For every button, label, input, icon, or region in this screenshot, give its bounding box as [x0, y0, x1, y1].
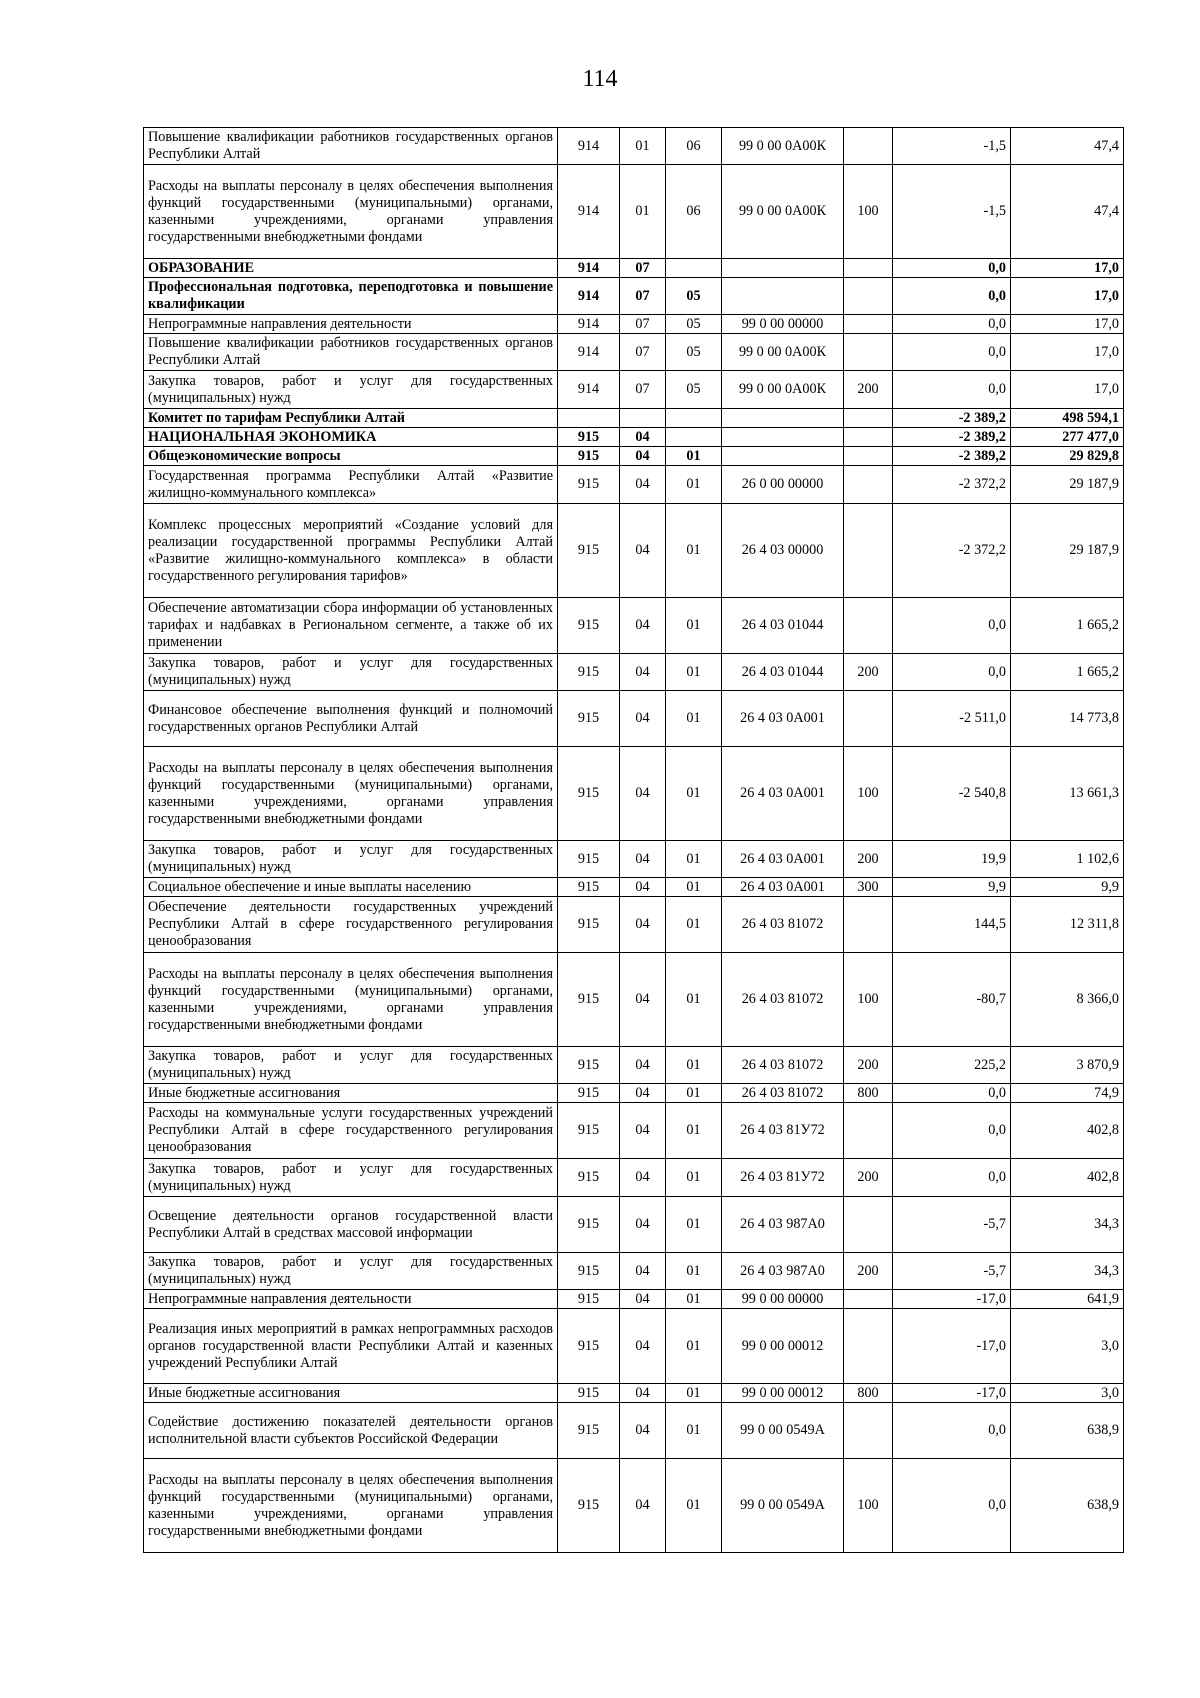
row-ved-code: 914 — [558, 128, 620, 165]
row-subsection-code: 01 — [666, 598, 722, 654]
row-total-amount: 13 661,3 — [1011, 747, 1124, 841]
row-total-amount: 1 665,2 — [1011, 654, 1124, 691]
row-ved-code: 915 — [558, 1159, 620, 1197]
row-total-amount: 1 102,6 — [1011, 841, 1124, 878]
row-section-code: 04 — [620, 598, 666, 654]
row-expense-type: 200 — [844, 654, 893, 691]
row-name-cell: Закупка товаров, работ и услуг для государственных (муниципальных) нужд — [144, 654, 558, 691]
row-change-amount: 0,0 — [893, 1084, 1011, 1103]
table-row — [144, 1309, 1124, 1384]
row-change-amount: -2 372,2 — [893, 466, 1011, 504]
row-ved-code: 915 — [558, 466, 620, 504]
row-subsection-code: 01 — [666, 953, 722, 1047]
row-section-code: 04 — [620, 1403, 666, 1459]
row-expense-type: 800 — [844, 1384, 893, 1403]
row-total-amount: 8 366,0 — [1011, 953, 1124, 1047]
row-change-amount: 0,0 — [893, 1159, 1011, 1197]
row-change-amount: -2 389,2 — [893, 447, 1011, 466]
row-name-cell: Расходы на выплаты персоналу в целях обеспечения выполнения функций государственными (муниципальными) органами, казенными учреждениями, органами управления государственными внебюджетными фондами — [144, 165, 558, 259]
row-target-article: 26 4 03 0А001 — [722, 878, 844, 897]
row-subsection-code: 05 — [666, 278, 722, 315]
row-total-amount: 14 773,8 — [1011, 691, 1124, 747]
row-total-amount: 1 665,2 — [1011, 598, 1124, 654]
row-ved-code: 915 — [558, 654, 620, 691]
row-expense-type: 200 — [844, 1047, 893, 1084]
row-target-article: 26 0 00 00000 — [722, 466, 844, 504]
row-name-cell: Расходы на коммунальные услуги государственных учреждений Республики Алтай в сфере государственного регулирования ценообразования — [144, 1103, 558, 1159]
row-target-article: 99 0 00 00012 — [722, 1384, 844, 1403]
row-expense-type: 100 — [844, 747, 893, 841]
table-row — [144, 334, 1124, 371]
row-total-amount: 47,4 — [1011, 165, 1124, 259]
row-ved-code: 915 — [558, 953, 620, 1047]
row-target-article — [722, 447, 844, 466]
row-ved-code: 915 — [558, 1253, 620, 1290]
row-expense-type — [844, 1103, 893, 1159]
row-target-article: 26 4 03 0А001 — [722, 691, 844, 747]
row-target-article: 99 0 00 0549А — [722, 1459, 844, 1553]
row-target-article: 99 0 00 0549А — [722, 1403, 844, 1459]
row-ved-code: 915 — [558, 691, 620, 747]
row-ved-code: 915 — [558, 428, 620, 447]
row-ved-code: 914 — [558, 371, 620, 409]
row-section-code: 04 — [620, 841, 666, 878]
row-subsection-code: 01 — [666, 841, 722, 878]
row-target-article: 99 0 00 0А00К — [722, 165, 844, 259]
row-name-cell: Расходы на выплаты персоналу в целях обеспечения выполнения функций государственными (муниципальными) органами, казенными учреждениями, органами управления государственными внебюджетными фондами — [144, 747, 558, 841]
row-change-amount: 0,0 — [893, 315, 1011, 334]
row-ved-code: 915 — [558, 1403, 620, 1459]
table-row — [144, 165, 1124, 259]
table-row — [144, 1384, 1124, 1403]
row-expense-type: 100 — [844, 1459, 893, 1553]
row-section-code: 04 — [620, 447, 666, 466]
row-target-article: 99 0 00 00000 — [722, 1290, 844, 1309]
row-name-cell: Комплекс процессных мероприятий «Создание условий для реализации государственной программы Республики Алтай «Развитие жилищно-коммунального комплекса» в области государственного регулирования тарифов» — [144, 504, 558, 598]
row-subsection-code: 01 — [666, 691, 722, 747]
row-change-amount: -2 372,2 — [893, 504, 1011, 598]
row-ved-code: 914 — [558, 315, 620, 334]
row-change-amount: 0,0 — [893, 654, 1011, 691]
row-target-article: 26 4 03 81У72 — [722, 1103, 844, 1159]
row-change-amount: 225,2 — [893, 1047, 1011, 1084]
row-subsection-code: 05 — [666, 371, 722, 409]
row-change-amount: 0,0 — [893, 334, 1011, 371]
row-change-amount: -17,0 — [893, 1290, 1011, 1309]
row-name-cell: Финансовое обеспечение выполнения функций и полномочий государственных органов Республики Алтай — [144, 691, 558, 747]
row-change-amount: -80,7 — [893, 953, 1011, 1047]
row-total-amount: 47,4 — [1011, 128, 1124, 165]
row-change-amount: 0,0 — [893, 1403, 1011, 1459]
row-name-cell: Социальное обеспечение и иные выплаты населению — [144, 878, 558, 897]
row-name-cell: Повышение квалификации работников государственных органов Республики Алтай — [144, 334, 558, 371]
row-subsection-code: 01 — [666, 1309, 722, 1384]
row-subsection-code: 01 — [666, 1159, 722, 1197]
row-subsection-code: 05 — [666, 315, 722, 334]
row-expense-type — [844, 259, 893, 278]
row-section-code: 04 — [620, 878, 666, 897]
row-subsection-code: 01 — [666, 466, 722, 504]
row-total-amount: 641,9 — [1011, 1290, 1124, 1309]
row-change-amount: -5,7 — [893, 1253, 1011, 1290]
row-section-code: 07 — [620, 259, 666, 278]
row-subsection-code: 01 — [666, 1084, 722, 1103]
row-ved-code: 914 — [558, 259, 620, 278]
row-target-article — [722, 409, 844, 428]
row-subsection-code: 06 — [666, 165, 722, 259]
row-expense-type — [844, 409, 893, 428]
row-subsection-code: 01 — [666, 1197, 722, 1253]
row-section-code: 04 — [620, 691, 666, 747]
row-section-code: 04 — [620, 1253, 666, 1290]
row-section-code: 04 — [620, 1047, 666, 1084]
row-change-amount: -1,5 — [893, 165, 1011, 259]
table-row — [144, 428, 1124, 447]
row-ved-code: 915 — [558, 878, 620, 897]
row-subsection-code: 01 — [666, 504, 722, 598]
row-expense-type — [844, 428, 893, 447]
row-target-article: 26 4 03 00000 — [722, 504, 844, 598]
row-section-code: 04 — [620, 897, 666, 953]
table-row — [144, 504, 1124, 598]
row-name-cell: Расходы на выплаты персоналу в целях обеспечения выполнения функций государственными (муниципальными) органами, казенными учреждениями, органами управления государственными внебюджетными фондами — [144, 953, 558, 1047]
table-row — [144, 897, 1124, 953]
row-target-article — [722, 278, 844, 315]
row-section-code: 04 — [620, 504, 666, 598]
row-name-cell: Закупка товаров, работ и услуг для государственных (муниципальных) нужд — [144, 371, 558, 409]
row-change-amount: 0,0 — [893, 1103, 1011, 1159]
table-row — [144, 1253, 1124, 1290]
row-subsection-code: 01 — [666, 897, 722, 953]
row-change-amount: 0,0 — [893, 259, 1011, 278]
table-row — [144, 1459, 1124, 1553]
row-total-amount: 402,8 — [1011, 1103, 1124, 1159]
row-section-code: 01 — [620, 165, 666, 259]
row-change-amount: -2 389,2 — [893, 409, 1011, 428]
table-body — [144, 128, 1124, 1553]
table-row — [144, 447, 1124, 466]
table-row — [144, 1403, 1124, 1459]
row-total-amount: 17,0 — [1011, 315, 1124, 334]
row-subsection-code: 01 — [666, 447, 722, 466]
row-name-cell: ОБРАЗОВАНИЕ — [144, 259, 558, 278]
table-row — [144, 1159, 1124, 1197]
row-total-amount: 17,0 — [1011, 259, 1124, 278]
row-expense-type — [844, 598, 893, 654]
row-subsection-code: 01 — [666, 654, 722, 691]
row-total-amount: 74,9 — [1011, 1084, 1124, 1103]
row-target-article: 26 4 03 81У72 — [722, 1159, 844, 1197]
row-name-cell: Непрограммные направления деятельности — [144, 1290, 558, 1309]
row-section-code: 04 — [620, 466, 666, 504]
row-expense-type: 800 — [844, 1084, 893, 1103]
row-target-article: 26 4 03 0А001 — [722, 841, 844, 878]
row-expense-type: 200 — [844, 1159, 893, 1197]
row-name-cell: Непрограммные направления деятельности — [144, 315, 558, 334]
row-section-code: 04 — [620, 1290, 666, 1309]
row-name-cell: Обеспечение автоматизации сбора информации об установленных тарифах и надбавках в Региональном сегменте, а также об их применении — [144, 598, 558, 654]
row-name-cell: Комитет по тарифам Республики Алтай — [144, 409, 558, 428]
row-subsection-code: 01 — [666, 1384, 722, 1403]
row-section-code: 04 — [620, 1459, 666, 1553]
row-section-code: 07 — [620, 315, 666, 334]
row-name-cell: Закупка товаров, работ и услуг для государственных (муниципальных) нужд — [144, 1047, 558, 1084]
row-target-article: 26 4 03 01044 — [722, 598, 844, 654]
row-total-amount: 34,3 — [1011, 1253, 1124, 1290]
row-target-article: 99 0 00 0А00К — [722, 128, 844, 165]
row-target-article: 99 0 00 0А00К — [722, 334, 844, 371]
row-name-cell: Повышение квалификации работников государственных органов Республики Алтай — [144, 128, 558, 165]
row-name-cell: Содействие достижению показателей деятельности органов исполнительной власти субъектов Российской Федерации — [144, 1403, 558, 1459]
row-change-amount: 0,0 — [893, 1459, 1011, 1553]
row-total-amount: 3,0 — [1011, 1384, 1124, 1403]
row-change-amount: 0,0 — [893, 371, 1011, 409]
row-target-article: 99 0 00 00012 — [722, 1309, 844, 1384]
row-ved-code: 915 — [558, 747, 620, 841]
row-section-code: 04 — [620, 1159, 666, 1197]
row-name-cell: Закупка товаров, работ и услуг для государственных (муниципальных) нужд — [144, 841, 558, 878]
row-name-cell: Общеэкономические вопросы — [144, 447, 558, 466]
row-expense-type — [844, 1290, 893, 1309]
row-subsection-code: 01 — [666, 1459, 722, 1553]
row-expense-type — [844, 1197, 893, 1253]
row-target-article: 26 4 03 81072 — [722, 897, 844, 953]
row-total-amount: 29 187,9 — [1011, 466, 1124, 504]
row-total-amount: 402,8 — [1011, 1159, 1124, 1197]
table-row — [144, 1047, 1124, 1084]
row-ved-code: 915 — [558, 1384, 620, 1403]
row-expense-type — [844, 315, 893, 334]
table-row — [144, 654, 1124, 691]
row-ved-code: 914 — [558, 278, 620, 315]
row-change-amount: 0,0 — [893, 278, 1011, 315]
row-name-cell: НАЦИОНАЛЬНАЯ ЭКОНОМИКА — [144, 428, 558, 447]
row-section-code: 07 — [620, 278, 666, 315]
page-number: 114 — [582, 66, 618, 92]
row-section-code: 07 — [620, 371, 666, 409]
row-target-article: 26 4 03 987А0 — [722, 1253, 844, 1290]
row-total-amount: 17,0 — [1011, 371, 1124, 409]
row-section-code: 04 — [620, 1103, 666, 1159]
row-expense-type — [844, 1403, 893, 1459]
row-ved-code: 915 — [558, 897, 620, 953]
row-change-amount: -5,7 — [893, 1197, 1011, 1253]
row-target-article — [722, 259, 844, 278]
row-expense-type: 100 — [844, 165, 893, 259]
row-subsection-code — [666, 428, 722, 447]
row-expense-type: 200 — [844, 371, 893, 409]
row-name-cell: Обеспечение деятельности государственных учреждений Республики Алтай в сфере государственного регулирования ценообразования — [144, 897, 558, 953]
row-change-amount: -2 511,0 — [893, 691, 1011, 747]
row-target-article — [722, 428, 844, 447]
row-total-amount: 17,0 — [1011, 278, 1124, 315]
table-row — [144, 1084, 1124, 1103]
row-name-cell: Профессиональная подготовка, переподготовка и повышение квалификации — [144, 278, 558, 315]
row-ved-code: 915 — [558, 1309, 620, 1384]
table-row — [144, 1290, 1124, 1309]
row-ved-code: 915 — [558, 1290, 620, 1309]
row-expense-type: 300 — [844, 878, 893, 897]
row-name-cell: Реализация иных мероприятий в рамках непрограммных расходов органов государственной власти Республики Алтай и казенных учреждений Республики Алтай — [144, 1309, 558, 1384]
row-ved-code: 914 — [558, 165, 620, 259]
row-expense-type: 200 — [844, 841, 893, 878]
row-ved-code: 914 — [558, 334, 620, 371]
row-expense-type: 200 — [844, 1253, 893, 1290]
row-ved-code: 915 — [558, 1103, 620, 1159]
row-target-article: 26 4 03 81072 — [722, 1084, 844, 1103]
row-section-code: 01 — [620, 128, 666, 165]
row-expense-type: 100 — [844, 953, 893, 1047]
row-subsection-code: 06 — [666, 128, 722, 165]
row-ved-code: 915 — [558, 1459, 620, 1553]
row-section-code: 04 — [620, 1084, 666, 1103]
row-target-article: 99 0 00 00000 — [722, 315, 844, 334]
row-total-amount: 29 187,9 — [1011, 504, 1124, 598]
row-expense-type — [844, 1309, 893, 1384]
row-expense-type — [844, 466, 893, 504]
row-ved-code: 915 — [558, 598, 620, 654]
row-ved-code: 915 — [558, 841, 620, 878]
row-total-amount: 638,9 — [1011, 1403, 1124, 1459]
row-total-amount: 3 870,9 — [1011, 1047, 1124, 1084]
row-ved-code: 915 — [558, 447, 620, 466]
row-subsection-code — [666, 259, 722, 278]
row-subsection-code — [666, 409, 722, 428]
table-row — [144, 259, 1124, 278]
row-expense-type — [844, 447, 893, 466]
row-target-article: 26 4 03 01044 — [722, 654, 844, 691]
table-row — [144, 1197, 1124, 1253]
row-section-code: 04 — [620, 1197, 666, 1253]
table-row — [144, 409, 1124, 428]
row-expense-type — [844, 278, 893, 315]
row-ved-code: 915 — [558, 1084, 620, 1103]
row-subsection-code: 05 — [666, 334, 722, 371]
row-total-amount: 12 311,8 — [1011, 897, 1124, 953]
row-expense-type — [844, 334, 893, 371]
table-row — [144, 953, 1124, 1047]
row-section-code: 04 — [620, 1384, 666, 1403]
table-row — [144, 691, 1124, 747]
row-section-code: 04 — [620, 1309, 666, 1384]
row-change-amount: 19,9 — [893, 841, 1011, 878]
row-expense-type — [844, 504, 893, 598]
row-section-code: 04 — [620, 953, 666, 1047]
row-change-amount: 0,0 — [893, 598, 1011, 654]
row-total-amount: 34,3 — [1011, 1197, 1124, 1253]
row-total-amount: 3,0 — [1011, 1309, 1124, 1384]
row-name-cell: Закупка товаров, работ и услуг для государственных (муниципальных) нужд — [144, 1253, 558, 1290]
row-expense-type — [844, 128, 893, 165]
row-section-code — [620, 409, 666, 428]
row-ved-code: 915 — [558, 1197, 620, 1253]
table-row — [144, 747, 1124, 841]
row-target-article: 26 4 03 81072 — [722, 953, 844, 1047]
row-change-amount: -17,0 — [893, 1384, 1011, 1403]
row-target-article: 26 4 03 987А0 — [722, 1197, 844, 1253]
table-row — [144, 1103, 1124, 1159]
row-change-amount: 9,9 — [893, 878, 1011, 897]
row-subsection-code: 01 — [666, 1403, 722, 1459]
row-section-code: 07 — [620, 334, 666, 371]
row-name-cell: Иные бюджетные ассигнования — [144, 1384, 558, 1403]
row-name-cell: Иные бюджетные ассигнования — [144, 1084, 558, 1103]
row-subsection-code: 01 — [666, 1290, 722, 1309]
row-expense-type — [844, 897, 893, 953]
budget-table — [143, 127, 1124, 1553]
table-row — [144, 278, 1124, 315]
row-target-article: 99 0 00 0А00К — [722, 371, 844, 409]
row-target-article: 26 4 03 0А001 — [722, 747, 844, 841]
row-section-code: 04 — [620, 654, 666, 691]
row-total-amount: 277 477,0 — [1011, 428, 1124, 447]
row-subsection-code: 01 — [666, 1253, 722, 1290]
row-section-code: 04 — [620, 747, 666, 841]
row-name-cell: Освещение деятельности органов государственной власти Республики Алтай в средствах массовой информации — [144, 1197, 558, 1253]
row-change-amount: -2 540,8 — [893, 747, 1011, 841]
row-change-amount: -2 389,2 — [893, 428, 1011, 447]
row-ved-code: 915 — [558, 1047, 620, 1084]
table-row — [144, 841, 1124, 878]
row-ved-code — [558, 409, 620, 428]
table-row — [144, 315, 1124, 334]
row-total-amount: 498 594,1 — [1011, 409, 1124, 428]
row-subsection-code: 01 — [666, 878, 722, 897]
table-row — [144, 466, 1124, 504]
row-total-amount: 638,9 — [1011, 1459, 1124, 1553]
row-total-amount: 29 829,8 — [1011, 447, 1124, 466]
row-subsection-code: 01 — [666, 1103, 722, 1159]
row-change-amount: -17,0 — [893, 1309, 1011, 1384]
table-row — [144, 878, 1124, 897]
table-row — [144, 128, 1124, 165]
row-target-article: 26 4 03 81072 — [722, 1047, 844, 1084]
row-change-amount: 144,5 — [893, 897, 1011, 953]
row-subsection-code: 01 — [666, 747, 722, 841]
row-section-code: 04 — [620, 428, 666, 447]
row-expense-type — [844, 691, 893, 747]
table-row — [144, 598, 1124, 654]
row-ved-code: 915 — [558, 504, 620, 598]
row-change-amount: -1,5 — [893, 128, 1011, 165]
row-subsection-code: 01 — [666, 1047, 722, 1084]
row-name-cell: Расходы на выплаты персоналу в целях обеспечения выполнения функций государственными (муниципальными) органами, казенными учреждениями, органами управления государственными внебюджетными фондами — [144, 1459, 558, 1553]
table-row — [144, 371, 1124, 409]
row-total-amount: 17,0 — [1011, 334, 1124, 371]
row-name-cell: Государственная программа Республики Алтай «Развитие жилищно-коммунального комплекса» — [144, 466, 558, 504]
row-name-cell: Закупка товаров, работ и услуг для государственных (муниципальных) нужд — [144, 1159, 558, 1197]
row-total-amount: 9,9 — [1011, 878, 1124, 897]
